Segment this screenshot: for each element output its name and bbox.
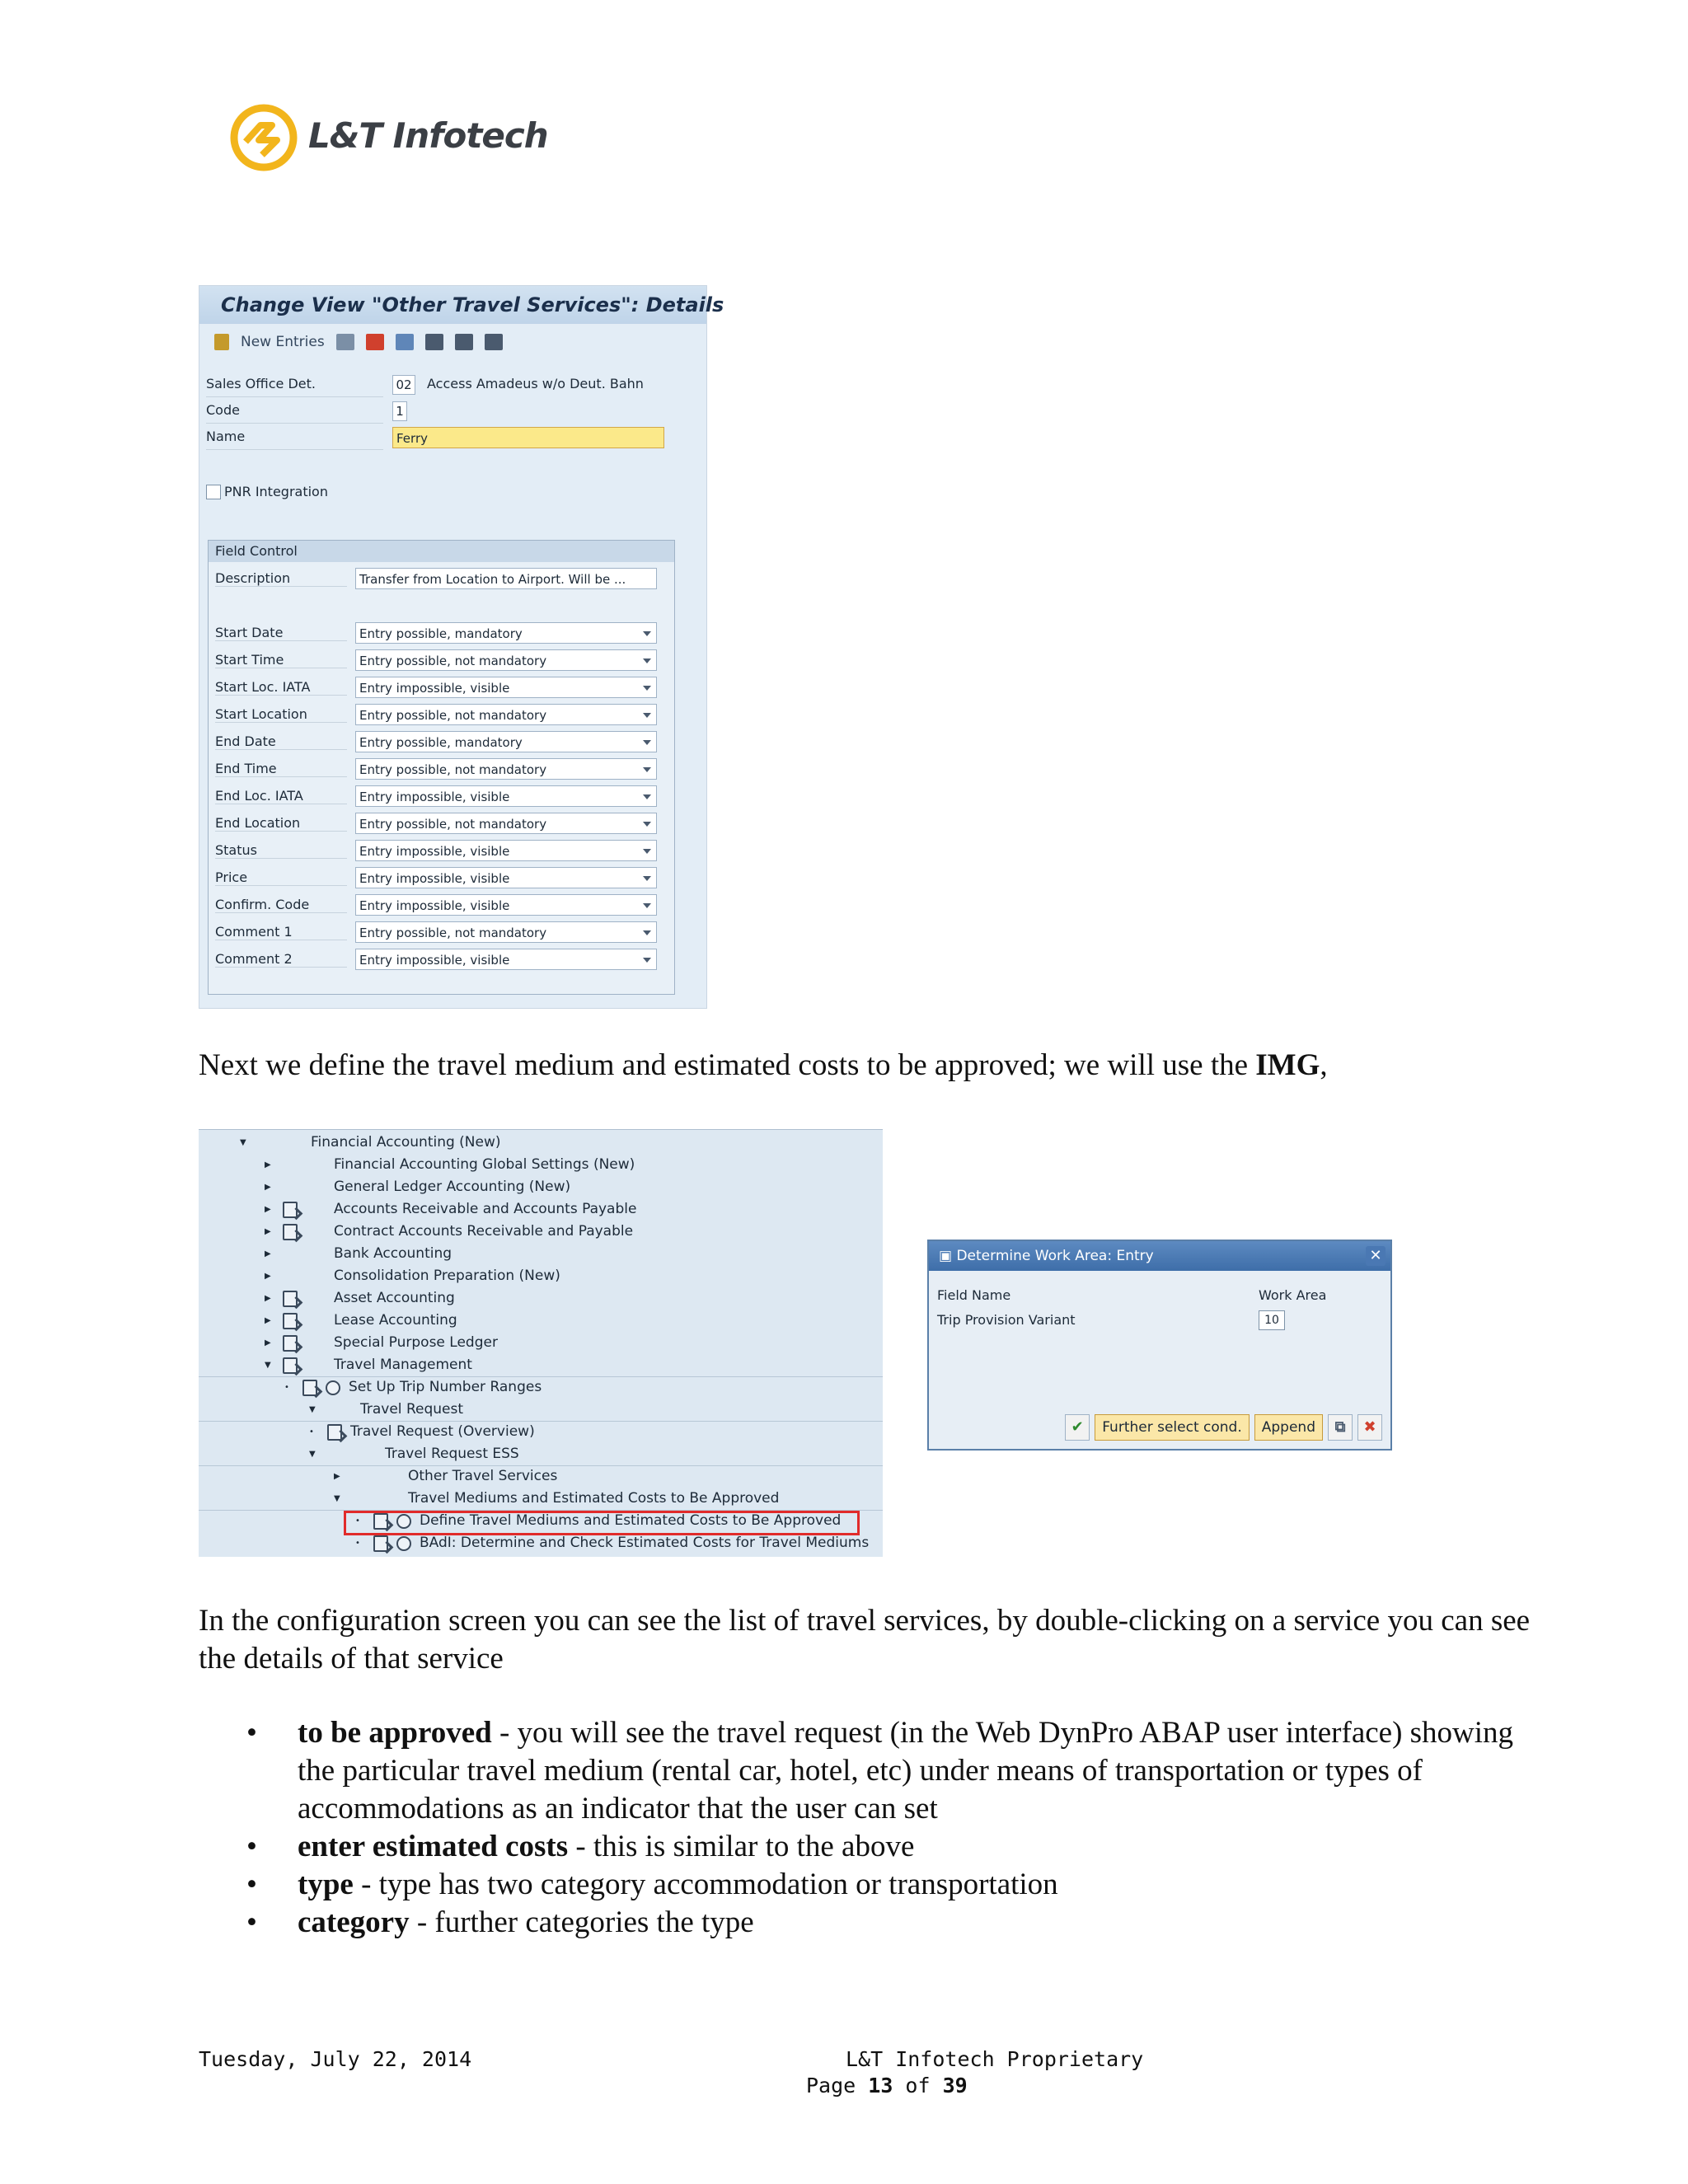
field-control-label: End Loc. IATA — [215, 788, 347, 804]
tree-node[interactable] — [265, 1310, 457, 1332]
field-control-dropdown[interactable] — [355, 894, 657, 916]
field-control-row — [215, 892, 667, 919]
tree-separator — [199, 1421, 883, 1422]
bullet-item — [199, 1714, 1550, 1828]
delete-icon[interactable] — [366, 334, 384, 350]
glasses-icon[interactable] — [214, 334, 229, 350]
close-icon[interactable]: ✕ — [1366, 1246, 1386, 1266]
bullet-icon: • — [246, 1905, 257, 1939]
bullet-text: - type has two category accommodation or transportation — [353, 1868, 1058, 1901]
confirm-check-icon[interactable]: ✔ — [1065, 1414, 1090, 1441]
dropdown-value: Entry possible, not mandatory — [359, 762, 547, 777]
tree-node-label: Bank Accounting — [334, 1245, 452, 1262]
description-row — [215, 565, 667, 593]
expand-arrow-icon[interactable]: ▼ — [309, 1405, 316, 1414]
bullet-text: - you will see the travel request (in the Web DynPro ABAP user interface) showing the particular travel medium (rental car, hotel, etc) under means of transportation or types of accommodations as an indicator that the user can set — [298, 1716, 1514, 1825]
field-control-row — [215, 701, 667, 729]
field-control-dropdown[interactable] — [355, 649, 657, 671]
pnr-checkbox[interactable] — [206, 485, 221, 499]
tree-node[interactable] — [309, 1399, 463, 1421]
code-row — [206, 398, 701, 423]
chevron-down-icon[interactable] — [643, 876, 651, 881]
bullet-term: to be approved — [298, 1716, 492, 1750]
bullet-item — [199, 1904, 1550, 1942]
field-control-row — [215, 756, 667, 783]
field-control-row — [215, 946, 667, 973]
expand-arrow-icon[interactable]: ▼ — [265, 1361, 271, 1370]
tree-node[interactable] — [265, 1354, 472, 1376]
tree-node-label: General Ledger Accounting (New) — [334, 1179, 571, 1195]
document-icon — [283, 1357, 298, 1374]
tree-node-label: Financial Accounting Global Settings (New) — [334, 1156, 635, 1173]
chevron-down-icon[interactable] — [643, 849, 651, 854]
document-icon — [283, 1202, 298, 1218]
new-entries-button[interactable]: New Entries — [241, 334, 325, 350]
tree-node[interactable] — [265, 1265, 560, 1287]
expand-arrow-icon[interactable]: ▶ — [265, 1316, 271, 1325]
dropdown-value: Entry possible, not mandatory — [359, 926, 547, 940]
pnr-integration[interactable] — [206, 484, 328, 499]
chevron-down-icon[interactable] — [643, 794, 651, 799]
field-control-row — [215, 729, 667, 756]
tree-node-label: Travel Management — [334, 1357, 472, 1373]
tree-node-label: Travel Request ESS — [385, 1446, 519, 1462]
document-icon — [302, 1380, 317, 1396]
dropdown-value: Entry possible, not mandatory — [359, 817, 547, 832]
name-label: Name — [206, 424, 383, 450]
tree-node-label: Asset Accounting — [334, 1290, 455, 1306]
sales-office-label: Sales Office Det. — [206, 372, 383, 397]
field-control-dropdown[interactable] — [355, 731, 657, 752]
tree-node[interactable] — [265, 1332, 498, 1354]
field-control-dropdown[interactable] — [355, 949, 657, 970]
footer-company: L&T Infotech Proprietary — [846, 2047, 1144, 2071]
bullet-icon: • — [246, 1830, 257, 1863]
dialog-buttons — [1065, 1414, 1382, 1441]
tree-node[interactable] — [334, 1465, 557, 1488]
tree-node[interactable] — [309, 1421, 535, 1443]
select-all-icon[interactable] — [425, 334, 443, 350]
chevron-down-icon[interactable] — [643, 930, 651, 935]
page-total: 39 — [942, 2074, 968, 2097]
tree-node-label: Define Travel Mediums and Estimated Costs to Be Approved — [420, 1512, 842, 1529]
page-prefix: Page — [806, 2074, 869, 2097]
intro-text: Next we define the travel medium and estimated costs to be approved; we will use the — [199, 1048, 1256, 1082]
dropdown-value: Entry impossible, visible — [359, 898, 510, 913]
chevron-down-icon[interactable] — [643, 903, 651, 908]
footer-page — [806, 2073, 968, 2099]
chevron-down-icon[interactable] — [643, 767, 651, 772]
select-block-icon[interactable] — [455, 334, 473, 350]
code-label: Code — [206, 398, 383, 424]
field-control-row — [215, 810, 667, 837]
page-of: of — [893, 2074, 943, 2097]
expand-arrow-icon[interactable]: ▶ — [265, 1205, 271, 1214]
append-button[interactable]: Append — [1254, 1414, 1323, 1441]
bullet-item — [199, 1828, 1550, 1866]
company-logo — [229, 101, 548, 175]
field-control-label: Start Location — [215, 706, 347, 723]
tree-node-label: Travel Request (Overview) — [350, 1423, 535, 1440]
tree-node[interactable] — [309, 1443, 519, 1465]
dropdown-value: Entry possible, mandatory — [359, 626, 523, 641]
bullet-item — [199, 1866, 1550, 1904]
bullet-icon[interactable]: • — [284, 1383, 289, 1392]
tree-node-label: Special Purpose Ledger — [334, 1334, 498, 1351]
tree-node[interactable] — [355, 1532, 869, 1554]
deselect-all-icon[interactable] — [485, 334, 503, 350]
dropdown-value: Entry impossible, visible — [359, 844, 510, 859]
bullet-text: - this is similar to the above — [568, 1830, 915, 1863]
trip-provision-label: Trip Provision Variant — [937, 1312, 1076, 1328]
field-control-row — [215, 865, 667, 892]
tree-node-label: Financial Accounting (New) — [311, 1134, 501, 1151]
expand-arrow-icon[interactable]: ▼ — [309, 1450, 316, 1459]
intro-tail: , — [1320, 1048, 1328, 1082]
code-field[interactable]: 1 — [392, 401, 407, 421]
expand-arrow-icon[interactable]: ▶ — [265, 1272, 271, 1281]
work-area-dialog — [927, 1240, 1392, 1451]
tree-node[interactable] — [265, 1287, 455, 1310]
work-area-header: Work Area — [1259, 1287, 1327, 1303]
expand-arrow-icon[interactable]: ▶ — [265, 1160, 271, 1169]
field-control-row — [215, 674, 667, 701]
dropdown-value: Entry possible, not mandatory — [359, 654, 547, 668]
expand-arrow-icon[interactable]: ▶ — [334, 1472, 340, 1481]
field-control-row — [215, 837, 667, 865]
copy-icon[interactable]: ⧉ — [1328, 1414, 1353, 1441]
document-icon — [283, 1335, 298, 1352]
dropdown-value: Entry impossible, visible — [359, 790, 510, 804]
dropdown-value: Entry possible, mandatory — [359, 735, 523, 750]
field-control-title: Field Control — [209, 541, 674, 562]
tree-node-label: Consolidation Preparation (New) — [334, 1268, 560, 1284]
document-icon — [283, 1224, 298, 1240]
tree-node[interactable] — [284, 1376, 542, 1399]
tree-node[interactable] — [265, 1243, 452, 1265]
expand-arrow-icon[interactable]: ▼ — [334, 1494, 340, 1503]
bullet-icon: • — [246, 1868, 257, 1901]
field-control-row — [215, 620, 667, 647]
further-select-button[interactable]: Further select cond. — [1095, 1414, 1250, 1441]
document-icon — [283, 1291, 298, 1307]
name-field[interactable]: Ferry — [392, 427, 664, 448]
field-control-label: Comment 1 — [215, 924, 347, 940]
dropdown-value: Entry impossible, visible — [359, 681, 510, 696]
execute-icon[interactable] — [396, 1536, 411, 1551]
sap-details-title: Change View "Other Travel Services": Details — [199, 286, 706, 324]
expand-arrow-icon[interactable]: ▶ — [265, 1338, 271, 1347]
field-control-label: End Location — [215, 815, 347, 832]
copy-icon[interactable] — [336, 334, 354, 350]
tree-node[interactable] — [265, 1221, 633, 1243]
footer-date: Tuesday, July 22, 2014 — [199, 2047, 472, 2071]
tree-node-label: Accounts Receivable and Accounts Payable — [334, 1201, 637, 1217]
document-icon — [283, 1313, 298, 1329]
description-field[interactable]: Transfer from Location to Airport. Will be ... — [355, 568, 657, 589]
tree-node[interactable] — [265, 1176, 570, 1198]
expand-arrow-icon[interactable]: ▼ — [240, 1138, 246, 1147]
chevron-down-icon[interactable] — [643, 658, 651, 663]
tree-node-label: Set Up Trip Number Ranges — [349, 1379, 542, 1395]
field-control-row — [215, 919, 667, 946]
bullet-term: category — [298, 1905, 410, 1939]
field-name-header: Field Name — [937, 1287, 1011, 1303]
cancel-icon[interactable]: ✖ — [1357, 1414, 1382, 1441]
field-control-dropdown[interactable] — [355, 840, 657, 861]
work-area-input[interactable]: 10 — [1259, 1310, 1285, 1330]
chevron-down-icon[interactable] — [643, 740, 651, 745]
field-control-group — [208, 540, 675, 995]
bullet-icon[interactable]: • — [355, 1539, 360, 1548]
field-control-label: Start Date — [215, 625, 347, 641]
expand-arrow-icon[interactable]: ▶ — [265, 1227, 271, 1236]
expand-arrow-icon[interactable]: ▶ — [265, 1294, 271, 1303]
undo-icon[interactable] — [396, 334, 414, 350]
tree-node[interactable] — [355, 1510, 841, 1532]
dialog-window-icon: ▣ — [939, 1248, 957, 1264]
description-label: Description — [215, 570, 347, 587]
document-icon — [373, 1535, 388, 1552]
bullet-list — [199, 1714, 1550, 1942]
bullet-icon[interactable]: • — [355, 1516, 360, 1526]
document-icon — [373, 1513, 388, 1530]
logo-emblem-icon — [229, 101, 303, 175]
dropdown-value: Entry impossible, visible — [359, 953, 510, 968]
dialog-title: Determine Work Area: Entry — [956, 1248, 1154, 1264]
field-control-row — [215, 647, 667, 674]
tree-node-label: BAdI: Determine and Check Estimated Costs for Travel Mediums — [420, 1535, 870, 1551]
tree-node-label: Contract Accounts Receivable and Payable — [334, 1223, 634, 1240]
name-row — [206, 424, 701, 449]
bullet-text: - further categories the type — [409, 1905, 754, 1939]
field-control-label: Status — [215, 842, 347, 859]
dropdown-value: Entry impossible, visible — [359, 871, 510, 886]
field-control-dropdown[interactable] — [355, 867, 657, 888]
tree-node[interactable] — [265, 1198, 636, 1221]
field-control-dropdown[interactable] — [355, 921, 657, 943]
sap-toolbar — [199, 324, 706, 360]
intro-paragraph — [199, 1047, 1550, 1085]
tree-node-label: Travel Request — [360, 1401, 463, 1418]
tree-node[interactable] — [334, 1488, 779, 1510]
execute-icon[interactable] — [326, 1380, 340, 1395]
field-control-label: Start Time — [215, 652, 347, 668]
sales-office-field[interactable]: 02 — [392, 375, 415, 395]
tree-node-label: Other Travel Services — [408, 1468, 558, 1484]
field-control-row — [215, 783, 667, 810]
chevron-down-icon[interactable] — [643, 822, 651, 827]
field-control-label: Start Loc. IATA — [215, 679, 347, 696]
dropdown-value: Entry possible, not mandatory — [359, 708, 547, 723]
tree-node[interactable] — [240, 1132, 501, 1154]
dialog-title-bar — [929, 1241, 1390, 1271]
bullet-term: enter estimated costs — [298, 1830, 569, 1863]
field-control-label: Comment 2 — [215, 951, 347, 968]
config-paragraph: In the configuration screen you can see the list of travel services, by double-clicking on a service you can see the details of that service — [199, 1604, 1531, 1675]
field-control-dropdown[interactable] — [355, 622, 657, 644]
field-control-dropdown[interactable] — [355, 704, 657, 725]
bullet-icon[interactable]: • — [309, 1427, 314, 1436]
tree-node-label: Lease Accounting — [334, 1312, 457, 1329]
field-control-dropdown[interactable] — [355, 677, 657, 698]
field-control-label: Confirm. Code — [215, 897, 347, 913]
intro-bold: IMG — [1255, 1048, 1320, 1082]
field-control-label: End Time — [215, 761, 347, 777]
tree-node[interactable] — [265, 1154, 635, 1176]
field-control-label: End Date — [215, 733, 347, 750]
img-tree-screenshot — [199, 1129, 883, 1557]
field-control-dropdown[interactable] — [355, 813, 657, 834]
field-control-dropdown[interactable] — [355, 758, 657, 780]
chevron-down-icon[interactable] — [643, 686, 651, 691]
sales-office-row — [206, 372, 701, 396]
expand-arrow-icon[interactable]: ▶ — [265, 1249, 271, 1258]
field-control-dropdown[interactable] — [355, 785, 657, 807]
document-icon — [327, 1424, 342, 1441]
chevron-down-icon[interactable] — [643, 713, 651, 718]
expand-arrow-icon[interactable]: ▶ — [265, 1183, 271, 1192]
sales-office-text: Access Amadeus w/o Deut. Bahn — [427, 376, 644, 391]
bullet-term: type — [298, 1868, 354, 1901]
execute-icon[interactable] — [396, 1514, 411, 1529]
bullet-icon: • — [246, 1716, 257, 1750]
field-control-label: Price — [215, 869, 347, 886]
chevron-down-icon[interactable] — [643, 958, 651, 963]
chevron-down-icon[interactable] — [643, 631, 651, 636]
logo-text: L&T Infotech — [308, 115, 548, 156]
page-number: 13 — [868, 2074, 893, 2097]
sap-details-screenshot — [199, 285, 724, 1009]
pnr-label: PNR Integration — [224, 484, 328, 499]
tree-node-label: Travel Mediums and Estimated Costs to Be Approved — [408, 1490, 780, 1507]
